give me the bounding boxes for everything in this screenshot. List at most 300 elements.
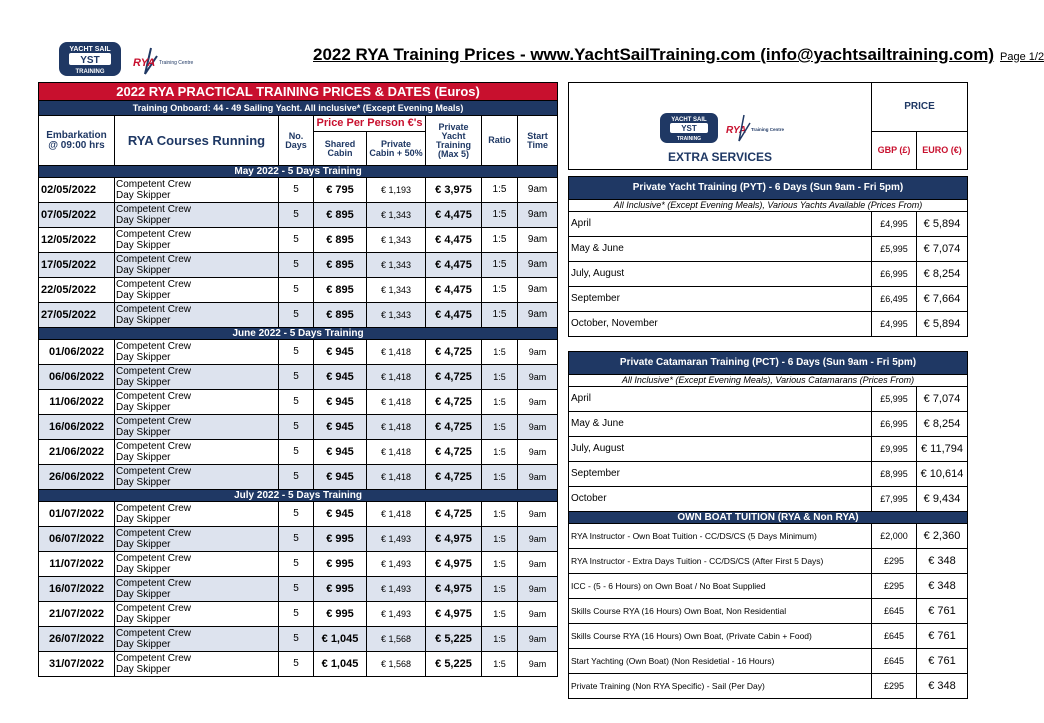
- course-1: Competent Crew: [116, 553, 192, 564]
- price-gbp: £295: [872, 674, 917, 699]
- ratio: 1:5: [482, 652, 518, 677]
- course-names: [115, 415, 279, 440]
- course-1: Competent Crew: [116, 179, 192, 190]
- ratio: 1:5: [482, 527, 518, 552]
- course-names: [115, 527, 279, 552]
- table-title: 2022 RYA PRACTICAL TRAINING PRICES & DATES (Euros): [39, 83, 558, 101]
- service-label: Start Yachting (Own Boat) (Non Residetial - 16 Hours): [569, 649, 872, 674]
- course-1: Competent Crew: [116, 204, 192, 215]
- start-time: 9am: [518, 465, 558, 490]
- price-gbp: £4,995: [872, 312, 917, 337]
- ratio: 1:5: [482, 340, 518, 365]
- embark-date: 16/06/2022: [39, 415, 115, 440]
- table-row: [39, 527, 558, 552]
- svg-text:RYA: RYA: [726, 125, 747, 136]
- days: 5: [279, 278, 314, 303]
- service-label: July, August: [569, 262, 872, 287]
- price-euro: € 5,894: [917, 212, 968, 237]
- course-2: Day Skipper: [116, 377, 171, 388]
- embark-date: 21/07/2022: [39, 602, 115, 627]
- private-cabin-price: € 1,418: [367, 502, 426, 527]
- days: 5: [279, 527, 314, 552]
- private-cabin-price: € 1,343: [367, 228, 426, 253]
- course-2: Day Skipper: [116, 589, 171, 600]
- ratio: 1:5: [482, 465, 518, 490]
- price-gbp: £8,995: [872, 462, 917, 487]
- service-label: RYA Instructor - Own Boat Tuition - CC/DS/CS (5 Days Minimum): [569, 524, 872, 549]
- private-yacht-price: € 4,475: [426, 228, 482, 253]
- embark-date: 26/06/2022: [39, 465, 115, 490]
- embark-date: 06/07/2022: [39, 527, 115, 552]
- course-2: Day Skipper: [116, 265, 171, 276]
- table-row: [39, 652, 558, 677]
- price-euro: € 348: [917, 549, 968, 574]
- price-euro: € 8,254: [917, 412, 968, 437]
- start-time: 9am: [518, 203, 558, 228]
- ratio: 1:5: [482, 577, 518, 602]
- private-cabin-price: € 1,493: [367, 577, 426, 602]
- private-yacht-price: € 4,475: [426, 303, 482, 328]
- price-gbp: £5,995: [872, 387, 917, 412]
- col-price-per-person: Price Per Person €'s: [314, 116, 426, 132]
- service-label: Skills Course RYA (16 Hours) Own Boat, Non Residential: [569, 599, 872, 624]
- shared-cabin-price: € 995: [314, 552, 367, 577]
- course-names: [115, 340, 279, 365]
- shared-cabin-price: € 945: [314, 440, 367, 465]
- course-2: Day Skipper: [116, 539, 171, 550]
- private-yacht-price: € 4,975: [426, 552, 482, 577]
- price-gbp: £645: [872, 649, 917, 674]
- course-2: Day Skipper: [116, 639, 171, 650]
- course-names: [115, 577, 279, 602]
- shared-cabin-price: € 1,045: [314, 627, 367, 652]
- course-1: Competent Crew: [116, 341, 192, 352]
- course-1: Competent Crew: [116, 628, 192, 639]
- extra-services-heading: YACHT SAIL YST TRAINING RYA Training Centre EXTRA SERVICES: [569, 83, 872, 170]
- table-row: [569, 312, 968, 337]
- table-row: [569, 649, 968, 674]
- course-2: Day Skipper: [116, 427, 171, 438]
- private-cabin-price: € 1,343: [367, 253, 426, 278]
- shared-cabin-price: € 945: [314, 465, 367, 490]
- price-euro: € 11,794: [917, 437, 968, 462]
- price-euro: € 348: [917, 674, 968, 699]
- private-yacht-price: € 4,475: [426, 253, 482, 278]
- start-time: 9am: [518, 415, 558, 440]
- header-logos: [660, 111, 785, 145]
- private-yacht-price: € 4,475: [426, 203, 482, 228]
- table-subtitle: Training Onboard: 44 - 49 Sailing Yacht. All inclusive* (Except Evening Meals): [39, 101, 558, 116]
- days: 5: [279, 440, 314, 465]
- price-gbp: £6,995: [872, 412, 917, 437]
- ratio: 1:5: [482, 602, 518, 627]
- course-1: Competent Crew: [116, 603, 192, 614]
- course-1: Competent Crew: [116, 416, 192, 427]
- price-euro: € 10,614: [917, 462, 968, 487]
- service-label: RYA Instructor - Extra Days Tuition - CC/DS/CS (After First 5 Days): [569, 549, 872, 574]
- page-number: Page 1/2: [1000, 51, 1044, 63]
- private-yacht-price: € 4,975: [426, 577, 482, 602]
- private-yacht-price: € 5,225: [426, 627, 482, 652]
- price-gbp: £6,495: [872, 287, 917, 312]
- shared-cabin-price: € 945: [314, 340, 367, 365]
- shared-cabin-price: € 945: [314, 502, 367, 527]
- service-label: July, August: [569, 437, 872, 462]
- shared-cabin-price: € 945: [314, 415, 367, 440]
- shared-cabin-price: € 895: [314, 303, 367, 328]
- days: 5: [279, 203, 314, 228]
- ratio: 1:5: [482, 178, 518, 203]
- days: 5: [279, 627, 314, 652]
- start-time: 9am: [518, 627, 558, 652]
- table-row: [39, 228, 558, 253]
- ratio: 1:5: [482, 365, 518, 390]
- table-row: [569, 262, 968, 287]
- days: 5: [279, 340, 314, 365]
- course-2: Day Skipper: [116, 402, 171, 413]
- private-yacht-price: € 4,725: [426, 340, 482, 365]
- course-2: Day Skipper: [116, 290, 171, 301]
- course-names: [115, 390, 279, 415]
- svg-text:RYA: RYA: [133, 57, 156, 69]
- private-yacht-price: € 4,725: [426, 390, 482, 415]
- price-euro: € 2,360: [917, 524, 968, 549]
- private-cabin-price: € 1,418: [367, 365, 426, 390]
- start-time: 9am: [518, 278, 558, 303]
- private-cabin-price: € 1,343: [367, 278, 426, 303]
- days: 5: [279, 303, 314, 328]
- price-euro: € 5,894: [917, 312, 968, 337]
- price-heading: PRICE: [872, 83, 968, 132]
- days: 5: [279, 577, 314, 602]
- price-gbp: £295: [872, 549, 917, 574]
- table-row: [569, 599, 968, 624]
- embark-date: 26/07/2022: [39, 627, 115, 652]
- embark-date: 11/06/2022: [39, 390, 115, 415]
- svg-text:YST: YST: [681, 124, 697, 133]
- days: 5: [279, 253, 314, 278]
- days: 5: [279, 502, 314, 527]
- price-gbp: £5,995: [872, 237, 917, 262]
- service-label: Private Training (Non RYA Specific) - Sail (Per Day): [569, 674, 872, 699]
- embark-date: 31/07/2022: [39, 652, 115, 677]
- course-names: [115, 203, 279, 228]
- svg-text:YST: YST: [80, 55, 100, 66]
- table-row: [569, 624, 968, 649]
- course-2: Day Skipper: [116, 664, 171, 675]
- private-yacht-price: € 4,725: [426, 415, 482, 440]
- service-label: May & June: [569, 237, 872, 262]
- svg-text:Training Centre: Training Centre: [159, 60, 194, 66]
- private-cabin-price: € 1,418: [367, 340, 426, 365]
- col-days: No. Days: [279, 116, 314, 166]
- col-courses: RYA Courses Running: [115, 116, 279, 166]
- table-row: [39, 303, 558, 328]
- course-1: Competent Crew: [116, 304, 192, 315]
- private-cabin-price: € 1,418: [367, 415, 426, 440]
- shared-cabin-price: € 795: [314, 178, 367, 203]
- price-gbp: £295: [872, 574, 917, 599]
- svg-text:TRAINING: TRAINING: [75, 69, 105, 75]
- course-1: Competent Crew: [116, 254, 192, 265]
- price-euro: € 8,254: [917, 262, 968, 287]
- course-1: Competent Crew: [116, 503, 192, 514]
- section-title: Private Catamaran Training (PCT) - 6 Days (Sun 9am - Fri 5pm): [569, 352, 968, 375]
- embark-date: 11/07/2022: [39, 552, 115, 577]
- course-1: Competent Crew: [116, 466, 192, 477]
- embark-date: 06/06/2022: [39, 365, 115, 390]
- private-cabin-price: € 1,418: [367, 440, 426, 465]
- embark-date: 01/06/2022: [39, 340, 115, 365]
- table-row: [39, 465, 558, 490]
- start-time: 9am: [518, 577, 558, 602]
- course-1: Competent Crew: [116, 528, 192, 539]
- private-cabin-price: € 1,343: [367, 203, 426, 228]
- table-row: [39, 390, 558, 415]
- start-time: 9am: [518, 340, 558, 365]
- ratio: 1:5: [482, 278, 518, 303]
- service-label: ICC - (5 - 6 Hours) on Own Boat / No Boat Supplied: [569, 574, 872, 599]
- table-row: [569, 287, 968, 312]
- price-euro: € 761: [917, 649, 968, 674]
- embark-date: 27/05/2022: [39, 303, 115, 328]
- table-row: [569, 524, 968, 549]
- service-label: September: [569, 287, 872, 312]
- course-1: Competent Crew: [116, 229, 192, 240]
- table-row: [39, 502, 558, 527]
- rya-training-centre-logo: [131, 46, 194, 76]
- table-row: [569, 387, 968, 412]
- month-header: June 2022 - 5 Days Training: [39, 328, 558, 340]
- embark-date: 17/05/2022: [39, 253, 115, 278]
- price-euro: € 7,664: [917, 287, 968, 312]
- table-row: [39, 340, 558, 365]
- service-label: April: [569, 387, 872, 412]
- shared-cabin-price: € 995: [314, 602, 367, 627]
- course-2: Day Skipper: [116, 315, 171, 326]
- embark-date: 01/07/2022: [39, 502, 115, 527]
- private-cabin-price: € 1,193: [367, 178, 426, 203]
- table-row: [569, 462, 968, 487]
- svg-text:TRAINING: TRAINING: [676, 136, 702, 142]
- table-row: [39, 365, 558, 390]
- price-gbp: £4,995: [872, 212, 917, 237]
- price-gbp: £645: [872, 599, 917, 624]
- price-gbp: £6,995: [872, 262, 917, 287]
- course-2: Day Skipper: [116, 190, 171, 201]
- price-euro: € 7,074: [917, 387, 968, 412]
- price-euro: € 9,434: [917, 487, 968, 512]
- price-gbp: £9,995: [872, 437, 917, 462]
- embark-date: 16/07/2022: [39, 577, 115, 602]
- ratio: 1:5: [482, 502, 518, 527]
- course-names: [115, 602, 279, 627]
- course-2: Day Skipper: [116, 215, 171, 226]
- private-cabin-price: € 1,568: [367, 652, 426, 677]
- course-1: Competent Crew: [116, 279, 192, 290]
- private-yacht-price: € 3,975: [426, 178, 482, 203]
- course-names: [115, 652, 279, 677]
- table-row: [39, 253, 558, 278]
- course-names: [115, 178, 279, 203]
- ratio: 1:5: [482, 440, 518, 465]
- shared-cabin-price: € 945: [314, 390, 367, 415]
- course-names: [115, 465, 279, 490]
- shared-cabin-price: € 895: [314, 203, 367, 228]
- embark-date: 12/05/2022: [39, 228, 115, 253]
- shared-cabin-price: € 895: [314, 253, 367, 278]
- table-row: [569, 412, 968, 437]
- private-cabin-price: € 1,418: [367, 390, 426, 415]
- course-2: Day Skipper: [116, 352, 171, 363]
- private-cabin-price: € 1,493: [367, 552, 426, 577]
- course-2: Day Skipper: [116, 477, 171, 488]
- price-euro: € 348: [917, 574, 968, 599]
- days: 5: [279, 228, 314, 253]
- embark-date: 21/06/2022: [39, 440, 115, 465]
- yacht-sail-training-logo: [57, 40, 123, 78]
- private-yacht-price: € 4,475: [426, 278, 482, 303]
- course-names: [115, 627, 279, 652]
- private-yacht-price: € 4,725: [426, 465, 482, 490]
- service-label: October, November: [569, 312, 872, 337]
- start-time: 9am: [518, 602, 558, 627]
- price-euro: € 7,074: [917, 237, 968, 262]
- service-label: September: [569, 462, 872, 487]
- ratio: 1:5: [482, 415, 518, 440]
- ratio: 1:5: [482, 228, 518, 253]
- embark-date: 22/05/2022: [39, 278, 115, 303]
- table-row: [39, 203, 558, 228]
- table-row: [569, 212, 968, 237]
- days: 5: [279, 178, 314, 203]
- course-names: [115, 278, 279, 303]
- course-2: Day Skipper: [116, 514, 171, 525]
- course-1: Competent Crew: [116, 578, 192, 589]
- private-yacht-price: € 4,725: [426, 502, 482, 527]
- start-time: 9am: [518, 178, 558, 203]
- start-time: 9am: [518, 365, 558, 390]
- ratio: 1:5: [482, 627, 518, 652]
- col-private-cabin: Private Cabin + 50%: [367, 132, 426, 166]
- month-header: May 2022 - 5 Days Training: [39, 166, 558, 178]
- private-cabin-price: € 1,493: [367, 527, 426, 552]
- course-names: [115, 502, 279, 527]
- col-shared-cabin: Shared Cabin: [314, 132, 367, 166]
- col-ratio: Ratio: [482, 116, 518, 166]
- table-row: [39, 627, 558, 652]
- days: 5: [279, 415, 314, 440]
- start-time: 9am: [518, 390, 558, 415]
- price-euro: € 761: [917, 599, 968, 624]
- table-row: [39, 577, 558, 602]
- ratio: 1:5: [482, 253, 518, 278]
- table-row: [569, 437, 968, 462]
- private-cabin-price: € 1,418: [367, 465, 426, 490]
- euro-heading: EURO (€): [917, 131, 968, 169]
- private-cabin-price: € 1,343: [367, 303, 426, 328]
- service-label: Skills Course RYA (16 Hours) Own Boat, (Private Cabin + Food): [569, 624, 872, 649]
- ratio: 1:5: [482, 303, 518, 328]
- days: 5: [279, 465, 314, 490]
- table-row: [569, 487, 968, 512]
- start-time: 9am: [518, 228, 558, 253]
- table-row: [569, 549, 968, 574]
- practical-training-table: [38, 82, 558, 677]
- spacer: [569, 170, 968, 177]
- private-yacht-price: € 4,725: [426, 440, 482, 465]
- days: 5: [279, 652, 314, 677]
- days: 5: [279, 390, 314, 415]
- start-time: 9am: [518, 502, 558, 527]
- start-time: 9am: [518, 552, 558, 577]
- private-yacht-price: € 5,225: [426, 652, 482, 677]
- extra-services-table: [568, 82, 968, 699]
- table-row: [39, 178, 558, 203]
- svg-text:Training Centre: Training Centre: [751, 127, 785, 132]
- course-names: [115, 440, 279, 465]
- private-cabin-price: € 1,493: [367, 602, 426, 627]
- price-gbp: £645: [872, 624, 917, 649]
- svg-text:YACHT SAIL: YACHT SAIL: [671, 117, 707, 123]
- table-row: [39, 440, 558, 465]
- course-2: Day Skipper: [116, 452, 171, 463]
- private-yacht-price: € 4,975: [426, 527, 482, 552]
- course-names: [115, 303, 279, 328]
- service-label: April: [569, 212, 872, 237]
- course-1: Competent Crew: [116, 441, 192, 452]
- table-row: [39, 278, 558, 303]
- course-2: Day Skipper: [116, 240, 171, 251]
- shared-cabin-price: € 995: [314, 527, 367, 552]
- private-yacht-price: € 4,725: [426, 365, 482, 390]
- ratio: 1:5: [482, 552, 518, 577]
- ratio: 1:5: [482, 390, 518, 415]
- table-row: [569, 574, 968, 599]
- days: 5: [279, 552, 314, 577]
- days: 5: [279, 365, 314, 390]
- course-names: [115, 228, 279, 253]
- shared-cabin-price: € 1,045: [314, 652, 367, 677]
- start-time: 9am: [518, 527, 558, 552]
- ratio: 1:5: [482, 203, 518, 228]
- shared-cabin-price: € 895: [314, 278, 367, 303]
- table-row: [39, 415, 558, 440]
- course-1: Competent Crew: [116, 653, 192, 664]
- table-row: [39, 602, 558, 627]
- price-euro: € 761: [917, 624, 968, 649]
- private-cabin-price: € 1,568: [367, 627, 426, 652]
- section-title: OWN BOAT TUITION (RYA & Non RYA): [569, 512, 968, 524]
- course-2: Day Skipper: [116, 564, 171, 575]
- page-title: 2022 RYA Training Prices - www.YachtSailTraining.com (info@yachtsailtraining.com) Page 1/2: [313, 45, 1044, 64]
- spacer: [569, 337, 968, 352]
- start-time: 9am: [518, 303, 558, 328]
- section-subtitle: All Inclusive* (Except Evening Meals), Various Yachts Available (Prices From): [569, 200, 968, 212]
- service-label: October: [569, 487, 872, 512]
- svg-text:YACHT SAIL: YACHT SAIL: [69, 46, 111, 53]
- course-names: [115, 365, 279, 390]
- service-label: May & June: [569, 412, 872, 437]
- table-row: [569, 237, 968, 262]
- price-gbp: £2,000: [872, 524, 917, 549]
- col-embarkation: Embarkation @ 09:00 hrs: [39, 116, 115, 166]
- start-time: 9am: [518, 440, 558, 465]
- section-title: Private Yacht Training (PYT) - 6 Days (Sun 9am - Fri 5pm): [569, 177, 968, 200]
- col-start: Start Time: [518, 116, 558, 166]
- shared-cabin-price: € 895: [314, 228, 367, 253]
- embark-date: 07/05/2022: [39, 203, 115, 228]
